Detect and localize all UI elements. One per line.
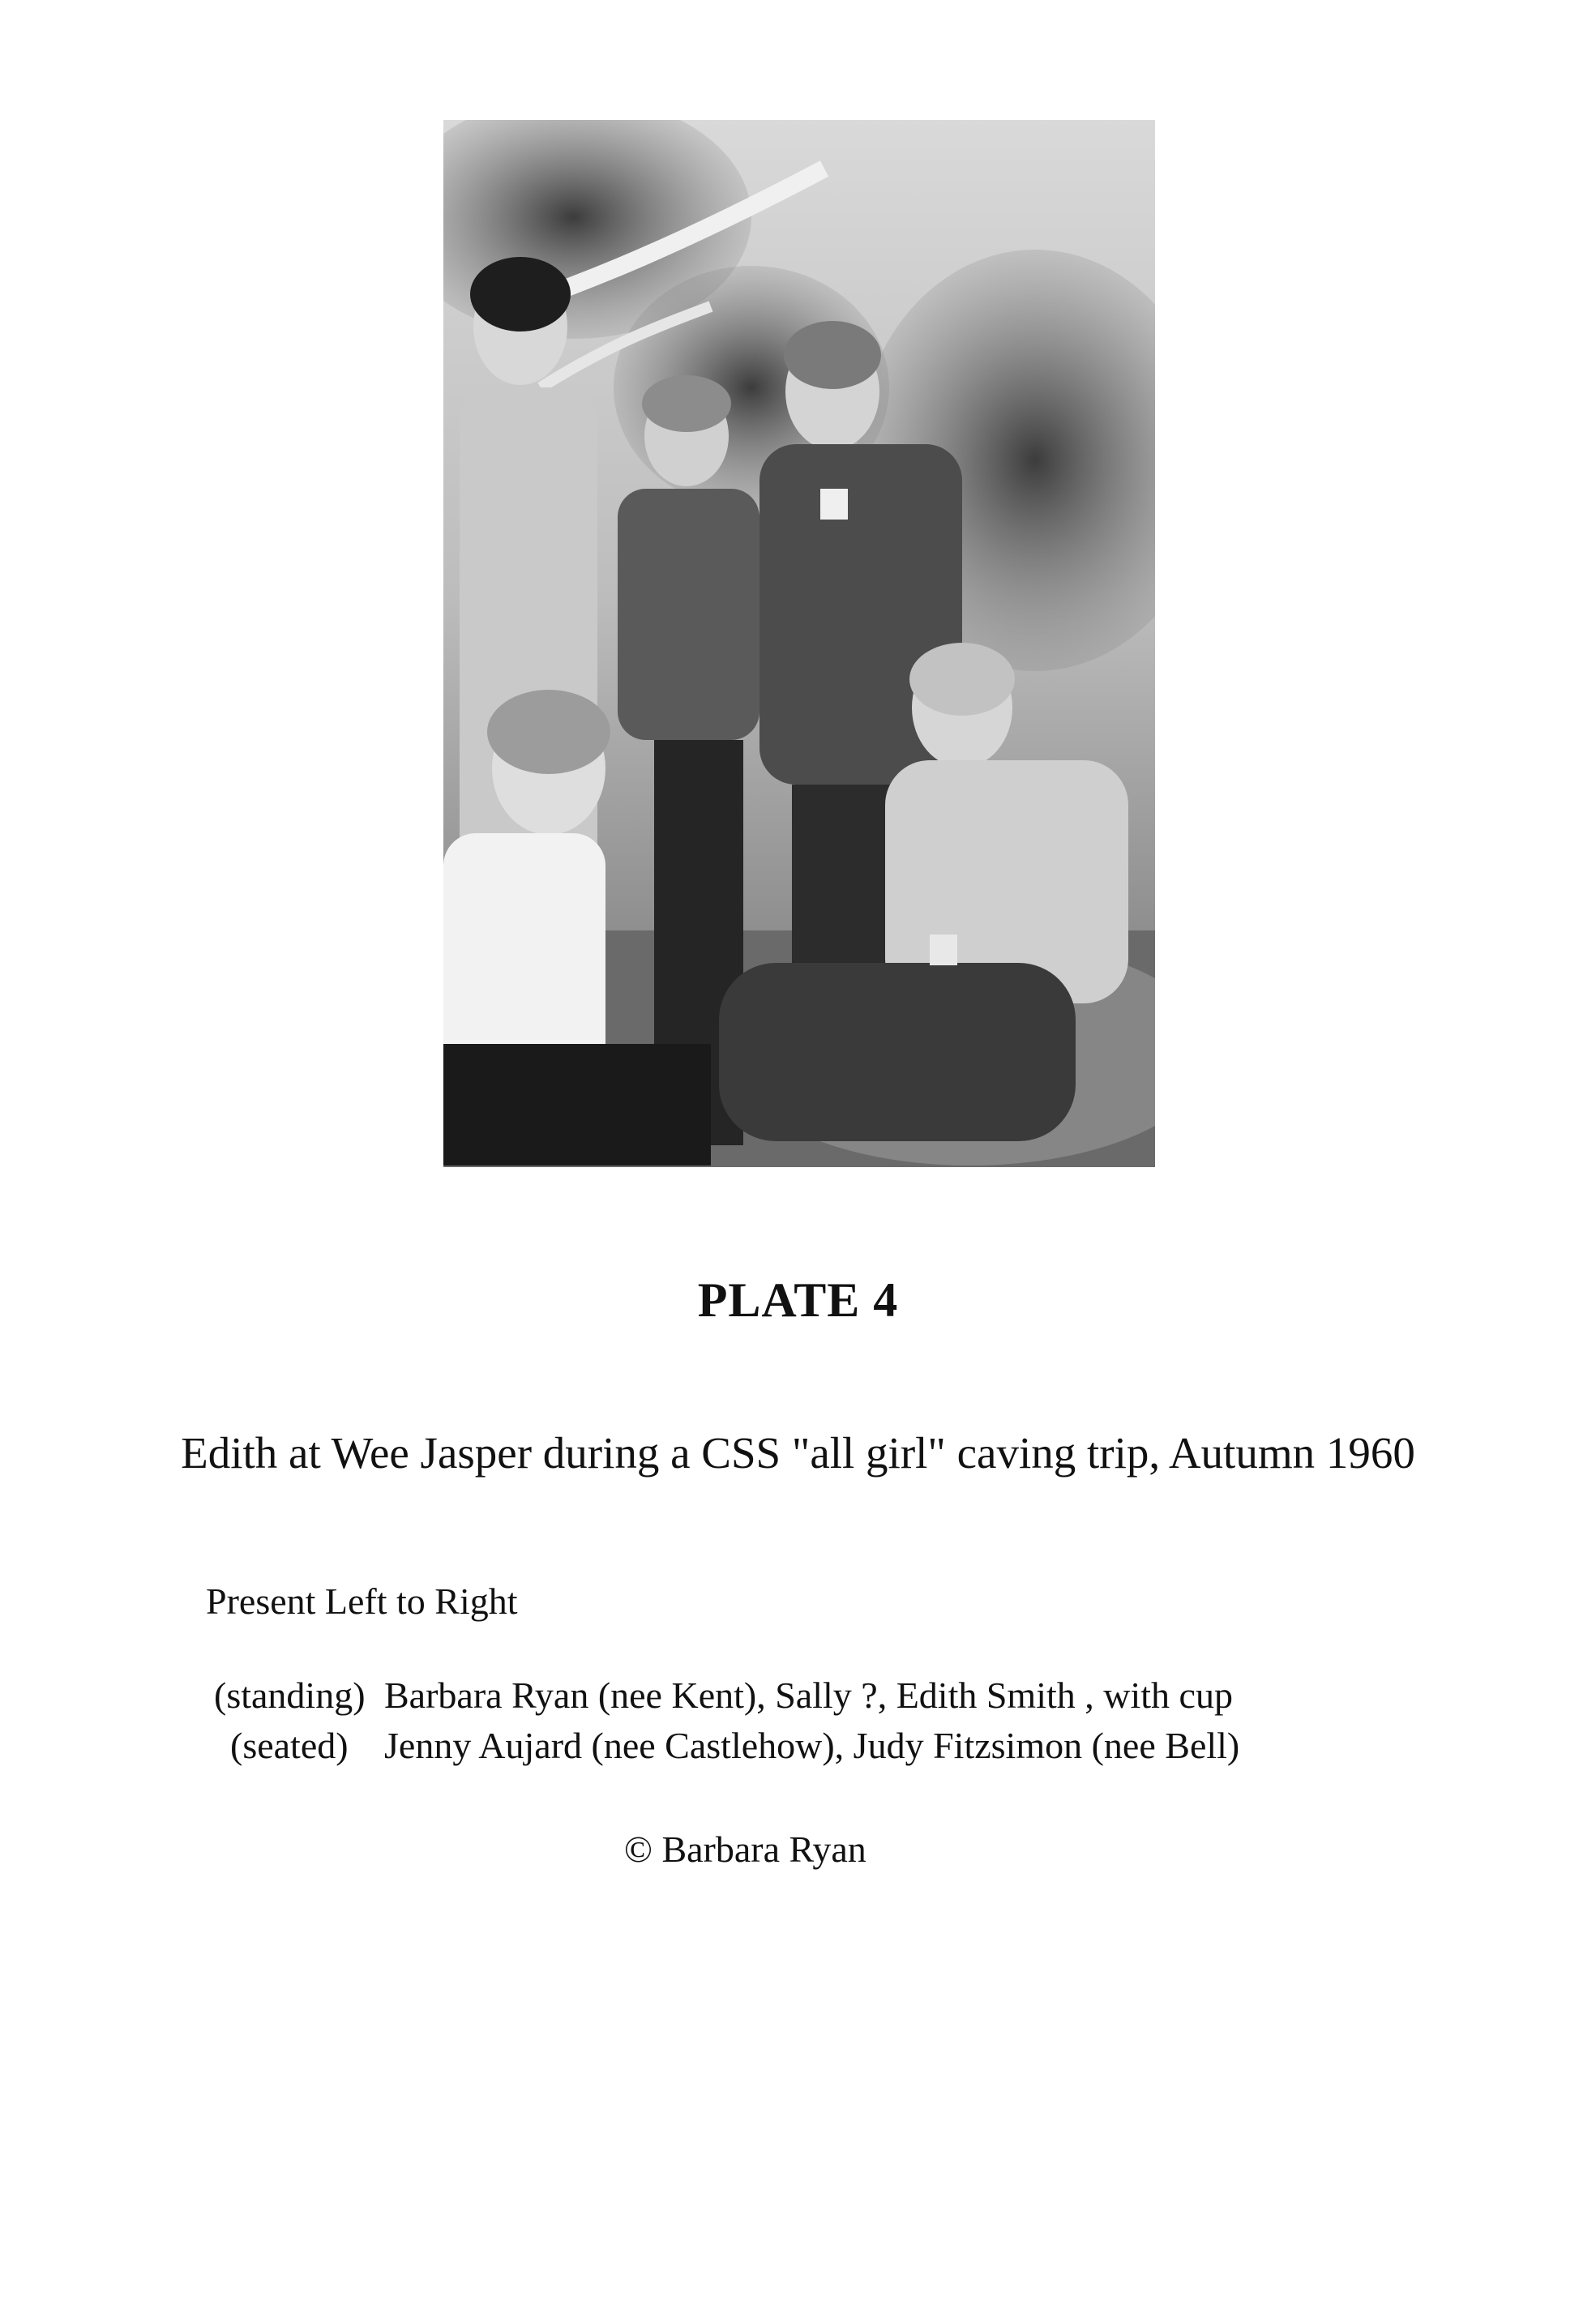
people-standing-line [214,1673,1233,1718]
photo-caption: Edith at Wee Jasper during a CSS "all girl" caving trip, Autumn 1960 [181,1428,1415,1478]
standing-label: (standing) [214,1675,366,1716]
photograph-image [443,120,1155,1167]
copyright-notice: © Barbara Ryan [624,1829,866,1870]
group-photograph [443,120,1155,1167]
people-seated-line [230,1723,1239,1769]
present-heading: Present Left to Right [206,1580,518,1622]
standing-names: Barbara Ryan (nee Kent), Sally ?, Edith Smith , with cup [384,1675,1233,1716]
seated-label: (seated) [230,1725,349,1766]
plate-title: PLATE 4 [697,1273,899,1327]
seated-names: Jenny Aujard (nee Castlehow), Judy Fitzsimon (nee Bell) [384,1725,1240,1766]
